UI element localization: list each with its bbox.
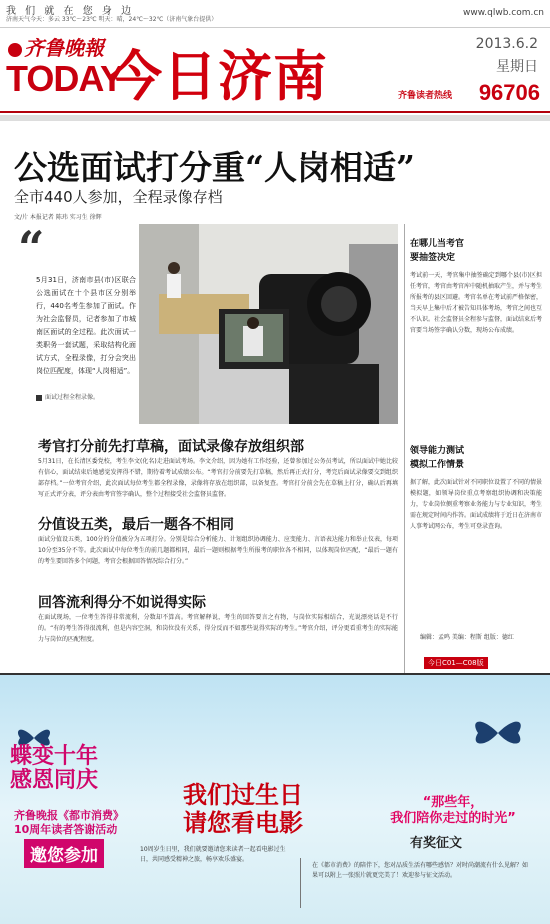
headline: 公选面试打分重“人岗相适” [14, 148, 415, 187]
ad-text-right: 在《都市消费》的陪伴下，您对品质生活有哪些感悟？对时尚潮流有什么见解？如果可以附上一张照片就更完美了！欢迎参与征文活动。 [312, 862, 529, 879]
ad-subslogan: 齐鲁晚报《都市消费》 10周年读者答谢活动 [14, 809, 124, 836]
weather-line: 济南天气今天：多云 33℃～23℃ 明天：晴，24℃～32℃（济南气象台提供） [6, 16, 218, 23]
ad-text-left: 10周岁生日里，我们就要邀请您来读者一起看电影过生日，共同感受精神之旅，畅享欢乐盛宴。 [140, 846, 286, 863]
hotline-number: 96706 [478, 80, 540, 105]
masthead-divider [0, 115, 550, 121]
camera-photo [139, 224, 398, 424]
photo-caption: 面试过程全程录像。 [36, 392, 99, 401]
newspaper-logo [8, 32, 104, 61]
subheadline: 全市440人参加，全程录像存档 [14, 188, 223, 206]
page-index-tag: 今日C01—C08版 [424, 657, 488, 669]
ad-essay-title: “那些年， 我们陪你走过的时光” [390, 795, 516, 826]
logo-mark-icon [8, 43, 22, 57]
section3-title: 回答流利得分不如说得实际 [38, 595, 206, 611]
section2-text: 面试分值设五类，100分的分值被分为五项打分。分别是综合分析能力、计划组织协调能力、应变能力、言语表达能力和举止仪表，每项10分至35分不等。此次面试中每位考生的前几题都相同，最后一题则根据考生所报考的职位各不相同，以体现岗位匹配，“最后一题有的考生要回答多个问题，考官会根据回答情况综合打分。” [38, 536, 398, 565]
article-photo [139, 224, 398, 424]
advertisement[interactable] [0, 673, 550, 924]
sidebar1-title: 在哪儿当考官 要抽签决定 [410, 239, 465, 263]
section1-title: 考官打分前先打草稿，面试录像存放组织部 [38, 439, 304, 455]
join-button[interactable]: 邀您参加 [24, 839, 104, 868]
issue-weekday: 星期日 [496, 59, 538, 75]
section2-title: 分值设五类，最后一题各不相同 [38, 517, 234, 533]
hotline-label: 齐鲁读者热线 [397, 91, 452, 101]
byline: 文/片 本报记者 陈玮 实习生 徐辉 [14, 214, 102, 221]
section-title: 今日济南 [108, 44, 328, 108]
slogan: 我 们 就 在 您 身 边 [6, 6, 135, 17]
editor-credit: 编辑：孟鸣 美编：程斯 组版：德红 [420, 634, 514, 641]
masthead [0, 28, 550, 113]
site-url[interactable]: www.qlwb.com.cn [463, 8, 544, 18]
logo-today: TODAY [6, 58, 124, 99]
sidebar1-text: 考试前一天，考官集中抽签确定到哪个县(市)区担任考官，考官由考官库中随机抽取产生，并与考生所报考的县区回避。考官名单在考试前严格保密，当天早上集中后才被告知具体考场，考官之间也互不认识。社会监督员全程参与监督，面试结束后考官要当场签字确认分数，现场公布成绩。 [410, 272, 542, 334]
ad-divider [300, 858, 301, 908]
sidebar2-text: 据了解，此次面试针对不同职位设置了不同的情景模拟题，如领导岗位重点考察组织协调和决策能力，专业岗位侧重考察业务能力与专业知识，考生需在规定时间内作答。面试成绩将于近日在济南市人事考试网公布，考生可登录查询。 [410, 479, 542, 530]
ad-essay-label: 有奖征文 [410, 836, 463, 851]
section3-text: 在面试现场，一位考生答得非常流利，分数却不算高。考官解释说，考生的回答要言之有物，与岗位实际相结合，光说漂亮话是不行的。“有的考生答得很流利，但是内容空洞，和岗位没有关系，得分反而不如那些说得实际的考生。”考官介绍，评分更看重考生的实际能力与岗位的匹配程度。 [38, 614, 398, 643]
logo-text: 齐鲁晚報 [24, 36, 104, 60]
ad-slogan: 蝶变十年 感恩同庆 [10, 744, 99, 793]
quote-mark-icon: “ [18, 221, 45, 275]
article-lede: 5月31日，济南市县(市)区联合公选面试在十个县市区分别举行，440名考生参加了面试。作为社会监督员，记者参加了市城南区面试的全过程。此次面试一类职务一套试题，采取结构化面试方式，全程录像，打分会突出岗位匹配度，体现“人岗相适”。 [36, 276, 136, 375]
sidebar2-title: 领导能力测试 模拟工作情景 [410, 446, 465, 470]
section1-text: 5月31日，在长清区委党校，考生李文(化名)走进面试考场。李文介绍，因为她有工作经验，还曾参加过公务员考试，所以面试中她比较有信心，面试结束后她感觉发挥得不错，期待着考试成绩公布。“考官打分前要先打草稿，然后再正式打分，考完后面试录像要交到组织部存档。”一位考官介绍，此次面试每位考生都全程录像，录像将存放在组织部，以备复查。考官打分前会先在草稿上打分，确认后再填写正式评分表，评分表由考官签字确认，整个过程接受社会监督员监督。 [38, 458, 398, 498]
top-strip [0, 0, 550, 28]
butterfly-icon [470, 715, 526, 751]
issue-date: 2013.6.2 [475, 36, 538, 52]
ad-title: 我们过生日 请您看电影 [183, 781, 303, 837]
